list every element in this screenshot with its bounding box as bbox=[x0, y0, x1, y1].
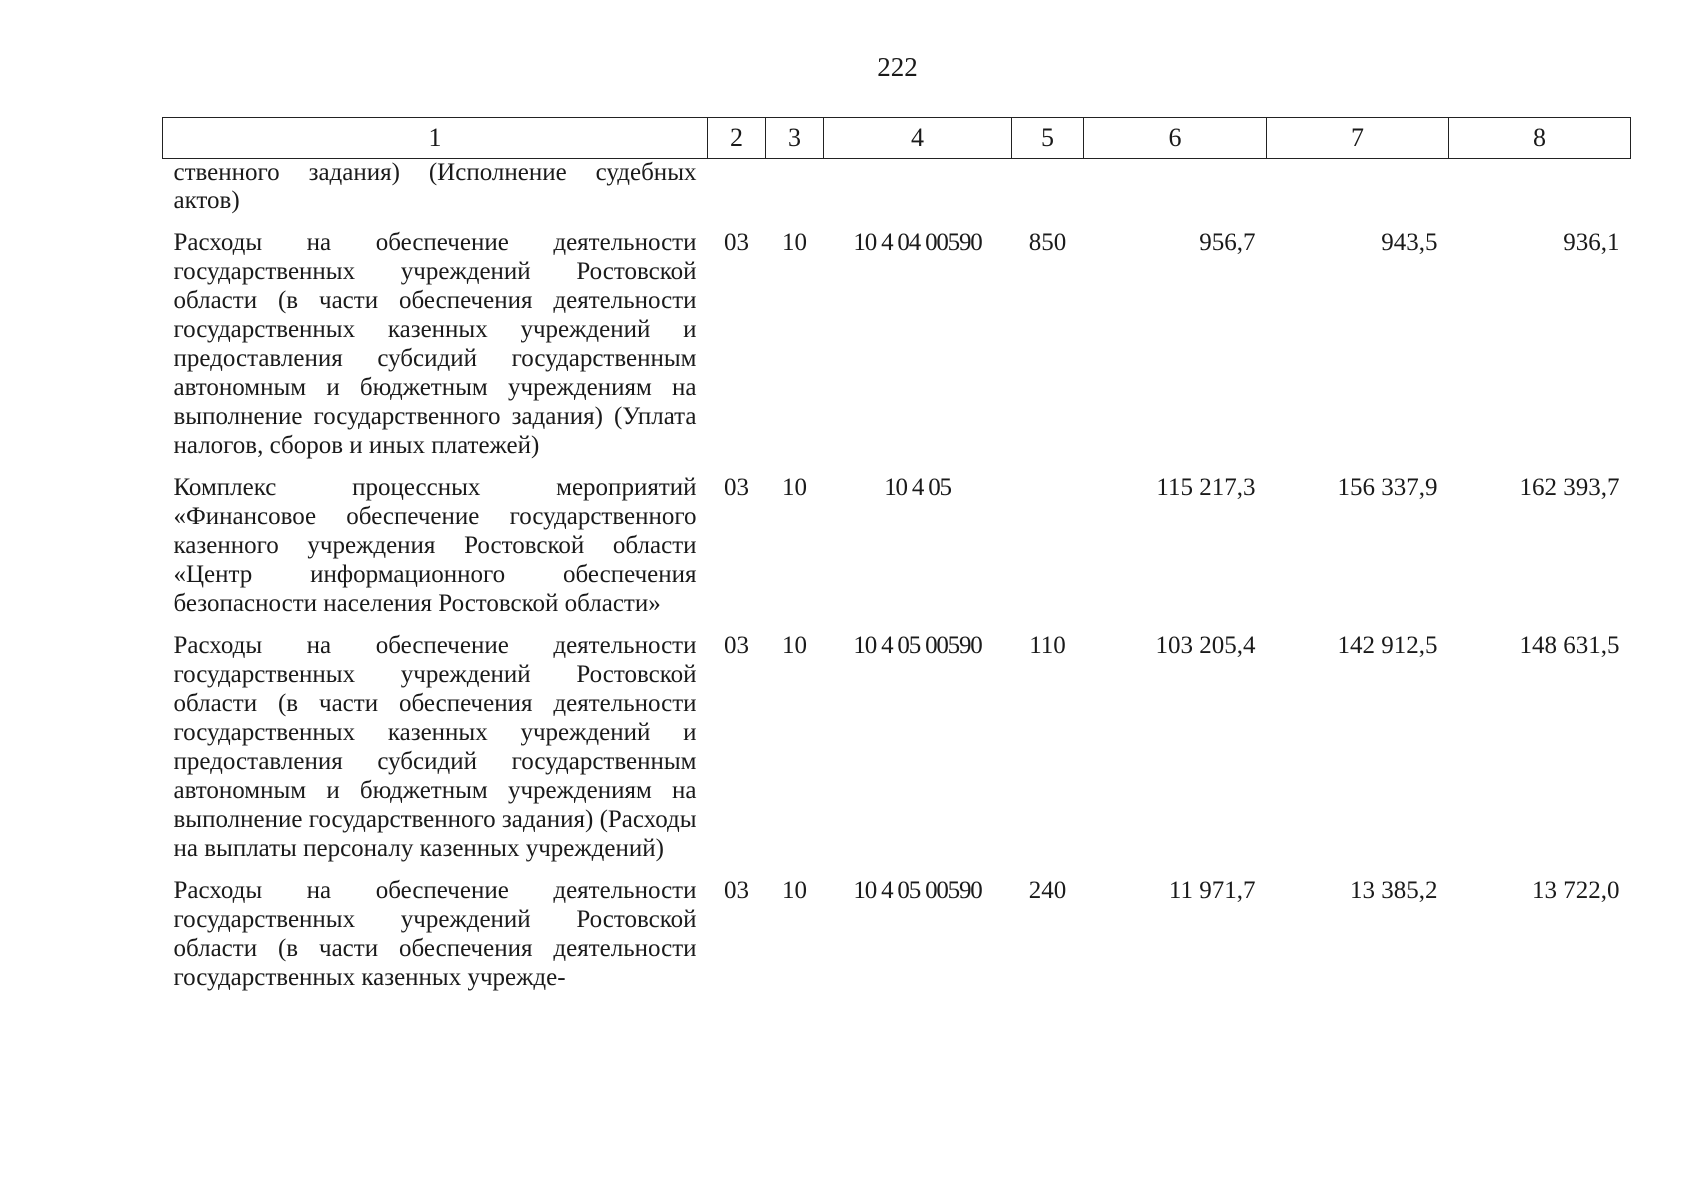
row-section-code: 03 bbox=[724, 229, 749, 256]
row-subsection-code: 10 bbox=[782, 877, 807, 904]
row-amount-col6: 11 971,7 bbox=[1168, 877, 1256, 904]
table-row bbox=[163, 631, 1631, 876]
row-amount-col8: 162 393,7 bbox=[1519, 474, 1620, 501]
row-section-code: 03 bbox=[724, 474, 749, 501]
row-subsection-code: 10 bbox=[782, 632, 807, 659]
header-col-4: 4 bbox=[824, 118, 1012, 159]
header-col-6: 6 bbox=[1084, 118, 1267, 159]
table-row bbox=[163, 228, 1631, 473]
header-col-7: 7 bbox=[1267, 118, 1449, 159]
header-col-2: 2 bbox=[708, 118, 766, 159]
row-amount-col6: 115 217,3 bbox=[1156, 474, 1256, 501]
row-description: Расходы на обеспечение деятельности государственных учреждений Ростовской области (в части обеспечения деятельности государственных казенных учреждений и предоставления субсидий государственным автономным и бюджетным учреждениям на выполнение государственного задания) (Уплата налогов, сборов и иных платежей) bbox=[173, 229, 697, 459]
row-amount-col8: 148 631,5 bbox=[1519, 632, 1620, 659]
row-description: Комплекс процессных мероприятий «Финансовое обеспечение государственного казенного учреждения Ростовской области «Центр информационного обеспечения безопасности населения Ростовской области» bbox=[173, 474, 697, 617]
row-section-code: 03 bbox=[724, 632, 749, 659]
header-col-8: 8 bbox=[1449, 118, 1631, 159]
table-header-row bbox=[163, 118, 1631, 159]
header-col-5: 5 bbox=[1012, 118, 1084, 159]
row-expense-type: 850 bbox=[1028, 229, 1067, 256]
header-col-3: 3 bbox=[766, 118, 824, 159]
table-row bbox=[163, 159, 1631, 229]
row-amount-col6 bbox=[1084, 159, 1267, 229]
row-subsection-code: 10 bbox=[782, 474, 807, 501]
row-subsection-code: 10 bbox=[782, 229, 807, 256]
row-amount-col8: 936,1 bbox=[1563, 229, 1620, 256]
row-target-code: 10 4 05 00590 bbox=[853, 877, 982, 904]
row-section-code: 03 bbox=[724, 877, 749, 904]
row-amount-col7: 943,5 bbox=[1381, 229, 1438, 256]
table-row bbox=[163, 876, 1631, 992]
row-expense-type bbox=[1012, 473, 1084, 631]
row-description: ственного задания) (Исполнение судебных актов) bbox=[173, 159, 697, 214]
row-amount-col7: 156 337,9 bbox=[1337, 474, 1438, 501]
row-expense-type bbox=[1012, 159, 1084, 229]
row-target-code bbox=[824, 159, 1012, 229]
header-col-1: 1 bbox=[163, 118, 708, 159]
row-amount-col7: 13 385,2 bbox=[1350, 877, 1438, 904]
budget-table bbox=[162, 117, 1631, 992]
row-target-code: 10 4 04 00590 bbox=[853, 229, 982, 256]
row-amount-col8 bbox=[1449, 159, 1631, 229]
row-expense-type: 110 bbox=[1029, 632, 1066, 659]
row-expense-type: 240 bbox=[1028, 877, 1067, 904]
row-target-code: 10 4 05 00590 bbox=[853, 632, 982, 659]
row-description: Расходы на обеспечение деятельности государственных учреждений Ростовской области (в части обеспечения деятельности государственных казенных учреждений и предоставления субсидий государственным автономным и бюджетным учреждениям на выполнение государственного задания) (Расходы на выплаты персоналу казенных учреждений) bbox=[173, 632, 697, 862]
row-subsection-code bbox=[766, 159, 824, 229]
table-row bbox=[163, 473, 1631, 631]
row-section-code bbox=[708, 159, 766, 229]
row-target-code: 10 4 05 bbox=[884, 474, 951, 501]
row-amount-col7 bbox=[1267, 159, 1449, 229]
row-amount-col8: 13 722,0 bbox=[1532, 877, 1620, 904]
row-amount-col7: 142 912,5 bbox=[1337, 632, 1438, 659]
row-amount-col6: 956,7 bbox=[1199, 229, 1256, 256]
page-number: 222 bbox=[877, 52, 918, 82]
row-description: Расходы на обеспечение деятельности государственных учреждений Ростовской области (в части обеспечения деятельности государственных казенных учрежде- bbox=[173, 877, 697, 991]
row-amount-col6: 103 205,4 bbox=[1155, 632, 1256, 659]
